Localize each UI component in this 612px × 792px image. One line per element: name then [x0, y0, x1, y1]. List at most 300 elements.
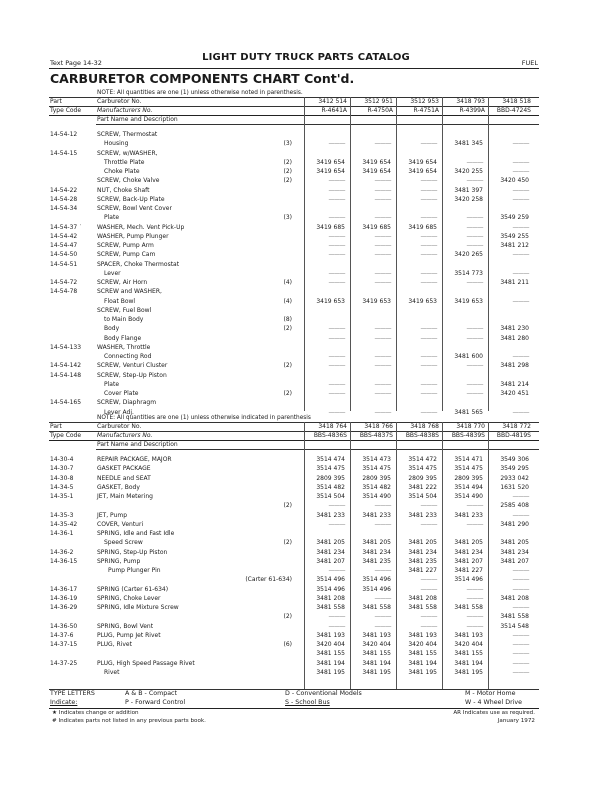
- part-number-cell: 3481 235: [362, 557, 391, 565]
- part-number-cell: 3514 482: [316, 483, 345, 491]
- part-number-cell: 1631 520: [500, 483, 529, 491]
- part-number: 14-36-1: [50, 530, 74, 537]
- part-number-cell: 3420 265: [454, 251, 483, 259]
- table-row: [50, 576, 539, 585]
- part-number-cell: 3481 227: [454, 567, 483, 574]
- part-number-cell: 3481 234: [454, 548, 483, 556]
- part-number: 14-37-15: [50, 641, 78, 648]
- part-number-cell: ———: [328, 140, 345, 148]
- part-name-label: Part Name and Description: [97, 441, 178, 448]
- part-number-cell: 3514 474: [316, 456, 345, 463]
- part-number-cell: 3514 496: [362, 576, 391, 584]
- part-number-cell: 3549 295: [500, 465, 529, 473]
- part-number-cell: ———: [512, 631, 529, 639]
- part-number-cell: ———: [328, 269, 345, 277]
- part-number: 14-37-6: [50, 631, 74, 639]
- table1-body: [50, 131, 539, 416]
- quantity: (Carter 61-634): [245, 576, 292, 584]
- part-number-cell: 3549 259: [500, 214, 529, 222]
- part-number-cell: 3514 504: [316, 493, 345, 500]
- part-description: Plate: [104, 380, 120, 388]
- table-row: [50, 595, 539, 604]
- table-row: [50, 604, 539, 613]
- divider: [49, 708, 539, 709]
- part-number: 14-54-133: [50, 343, 82, 351]
- part-number-cell: 3514 475: [454, 465, 483, 473]
- part-number-cell: ———: [420, 353, 437, 360]
- part-number-cell: 3514 482: [362, 483, 391, 491]
- part-number-cell: ———: [420, 585, 437, 593]
- part-number: 14-30-7: [50, 465, 74, 473]
- table-row: [50, 288, 539, 297]
- part-number-cell: ———: [420, 232, 437, 240]
- part-number-cell: ———: [328, 502, 345, 510]
- part-number-cell: 3419 653: [454, 297, 483, 305]
- legend-forward-control: P - Forward Control: [125, 699, 186, 706]
- column-divider: [442, 97, 443, 411]
- part-number-cell: 3514 473: [362, 456, 391, 463]
- part-number-cell: ———: [512, 353, 529, 360]
- part-description: WASHER, Pump Plunger: [97, 232, 169, 240]
- column-divider: [442, 422, 443, 689]
- part-description: COVER, Venturi: [97, 520, 144, 528]
- part-number-cell: 3514 548: [500, 622, 529, 630]
- part-number-cell: 3481 233: [316, 511, 345, 519]
- part-number-cell: 3514 496: [454, 576, 483, 584]
- publication-date: January 1972: [497, 718, 535, 724]
- part-number-cell: ———: [374, 334, 391, 342]
- table-row: [50, 353, 539, 362]
- part-number-cell: ———: [328, 195, 345, 203]
- quantity: (8): [283, 316, 292, 323]
- part-description: SCREW, Back-Up Plate: [97, 195, 165, 203]
- part-number-cell: 3419 653: [408, 297, 437, 305]
- part-number-cell: ———: [466, 380, 483, 388]
- part-number-cell: ———: [328, 242, 345, 249]
- table-row: [50, 539, 539, 548]
- table-row: [50, 650, 539, 659]
- carb-no: 3418 766: [364, 423, 393, 430]
- part-description: PLUG, Pump Jet Rivet: [97, 631, 161, 639]
- part-number-cell: ———: [420, 334, 437, 342]
- part-number-cell: 3419 685: [316, 223, 345, 231]
- part-number-cell: 2933 042: [500, 474, 529, 482]
- table-row: [50, 214, 539, 223]
- part-description: SPRING, Choke Lever: [97, 594, 161, 602]
- footnote-hash: # Indicates parts not listed in any previous parts book.: [52, 718, 206, 724]
- part-number-cell: 3481 207: [454, 557, 483, 565]
- table-row: [50, 307, 539, 316]
- part-number-cell: 3481 205: [500, 539, 529, 547]
- part-number-cell: ———: [512, 251, 529, 259]
- part-number: 14-54-42: [50, 232, 78, 240]
- part-description: Throttle Plate: [104, 158, 145, 166]
- table-row: [50, 613, 539, 622]
- part-number: 14-54-37 ˙: [50, 223, 83, 231]
- part-description: SPRING, Step-Up Piston: [97, 548, 168, 556]
- part-description: WASHER, Mech. Vent Pick-Up: [97, 223, 185, 231]
- part-number-cell: 3481 234: [316, 548, 345, 556]
- part-number: 14-30-8: [50, 474, 74, 482]
- part-description: PLUG, Rivet: [97, 641, 132, 648]
- quantity: (3): [283, 140, 292, 148]
- part-number: 14-54-72: [50, 279, 78, 286]
- part-name-label: Part Name and Description: [97, 116, 178, 123]
- quantity: (2): [283, 390, 292, 397]
- table-row: [50, 521, 539, 530]
- part-number-cell: 3420 404: [408, 641, 437, 648]
- part-number-cell: 3514 494: [454, 483, 483, 491]
- part-number-cell: ———: [420, 251, 437, 259]
- part-number-cell: 3481 235: [408, 557, 437, 565]
- part-number-cell: 3514 475: [362, 465, 391, 473]
- text-page-number: Text Page 14-32: [50, 59, 102, 67]
- part-number-cell: 3481 214: [500, 380, 529, 388]
- part-number-cell: ———: [512, 668, 529, 676]
- part-number-cell: ———: [328, 279, 345, 286]
- table-row: [50, 549, 539, 558]
- carb-no: 3418 770: [456, 423, 485, 430]
- table-row: [50, 456, 539, 465]
- table-row: [50, 205, 539, 214]
- part-number-cell: ———: [466, 585, 483, 593]
- part-description: GASKET, Body: [97, 483, 140, 491]
- table1-carb-row: [50, 98, 539, 106]
- part-number: 14-36-15: [50, 557, 78, 565]
- part-number-cell: 3419 654: [316, 168, 345, 175]
- table-row: [50, 270, 539, 279]
- part-number-cell: 3481 205: [362, 539, 391, 547]
- footnote-ar: AR Indicates use as required.: [453, 710, 535, 716]
- part-number-cell: 3481 208: [408, 594, 437, 602]
- part-number-cell: ———: [466, 223, 483, 231]
- table-row: [50, 298, 539, 307]
- part-description: Lever Adj.: [104, 408, 134, 416]
- part-number-cell: ———: [420, 502, 437, 510]
- quantity: (4): [283, 279, 292, 286]
- part-number-cell: ———: [374, 567, 391, 574]
- part-number-cell: 3514 496: [362, 585, 391, 593]
- legend-conventional: D - Conventional Models: [285, 690, 362, 697]
- part-number: 14-54-78: [50, 288, 78, 296]
- part-number-cell: ———: [512, 585, 529, 593]
- part-number-cell: 3481 211: [500, 279, 529, 286]
- part-number-cell: 3419 654: [316, 158, 345, 166]
- table-row: [50, 530, 539, 539]
- part-number-cell: 3420 404: [362, 641, 391, 648]
- table2-carb-row: [50, 423, 539, 431]
- part-number: 14-54-148: [50, 371, 82, 379]
- part-number-cell: ———: [328, 186, 345, 194]
- part-number-cell: ———: [420, 622, 437, 630]
- part-number-cell: 3481 222: [408, 483, 437, 491]
- part-number-cell: ———: [512, 567, 529, 574]
- part-number-cell: ———: [512, 659, 529, 667]
- part-number: 14-54-34: [50, 205, 78, 212]
- part-description: SCREW, Thermostat: [97, 131, 158, 138]
- part-number-cell: ———: [512, 186, 529, 194]
- part-number-cell: ———: [420, 140, 437, 148]
- part-number-cell: ———: [420, 279, 437, 286]
- mfr-no: R-4641A: [321, 107, 347, 114]
- part-description: SCREW, Pump Cam: [97, 251, 156, 259]
- part-number-cell: 3419 654: [408, 158, 437, 166]
- table1-partname-row: [50, 116, 539, 124]
- part-number-cell: 3481 558: [316, 604, 345, 611]
- quantity: (2): [283, 177, 292, 185]
- part-number-cell: ———: [374, 390, 391, 397]
- part-number-cell: ———: [512, 641, 529, 648]
- part-description: SPRING (Carter 61-634): [97, 585, 169, 593]
- part-number-cell: ———: [374, 408, 391, 416]
- mfr-no: BBD-4724S: [496, 107, 531, 114]
- mfr-label: Manufacturers No.: [97, 432, 153, 439]
- part-number-cell: ———: [466, 390, 483, 397]
- part-number-cell: 3481 397: [454, 186, 483, 194]
- part-number-cell: ———: [466, 214, 483, 222]
- quantity: (2): [283, 168, 292, 175]
- part-number-cell: ———: [420, 325, 437, 333]
- part-number-cell: ———: [512, 511, 529, 519]
- part-number-cell: 3419 685: [362, 223, 391, 231]
- part-number-cell: 3481 558: [362, 604, 391, 611]
- part-description: SPRING, Bowl Vent: [97, 622, 154, 630]
- part-description: Pump Plunger Pin: [108, 567, 161, 574]
- part-number-cell: ———: [328, 390, 345, 397]
- part-number-cell: 3481 155: [362, 650, 391, 658]
- part-number-cell: 3419 685: [408, 223, 437, 231]
- table1-mfr-row: [50, 107, 539, 115]
- part-number-cell: 3420 255: [454, 168, 483, 175]
- part-number-cell: ———: [374, 594, 391, 602]
- mfr-no: BBS-4837S: [359, 432, 393, 439]
- part-number-cell: 3481 208: [500, 594, 529, 602]
- part-description: Plate: [104, 214, 120, 222]
- quantity: (2): [283, 613, 292, 621]
- part-number-cell: ———: [374, 380, 391, 388]
- part-description: SCREW, Pump Arm: [97, 242, 154, 249]
- table-row: [50, 131, 539, 140]
- quantity: (4): [283, 297, 292, 305]
- table-row: [50, 475, 539, 484]
- column-divider: [488, 97, 489, 411]
- column-divider: [350, 97, 351, 411]
- part-number-cell: ———: [328, 353, 345, 360]
- table-row: [50, 372, 539, 381]
- part-number-cell: 3481 345: [454, 140, 483, 148]
- part-description: SCREW, Choke Valve: [97, 177, 160, 185]
- part-number-cell: ———: [420, 195, 437, 203]
- part-number-cell: 3481 195: [362, 668, 391, 676]
- part-number-cell: ———: [512, 604, 529, 611]
- part-number-cell: ———: [328, 251, 345, 259]
- column-divider: [350, 422, 351, 689]
- part-number-cell: ———: [420, 362, 437, 370]
- table-row: [50, 159, 539, 168]
- part-number-cell: ———: [374, 140, 391, 148]
- part-number-cell: ———: [374, 279, 391, 286]
- part-number-cell: 3514 490: [362, 493, 391, 500]
- column-divider: [304, 97, 305, 411]
- part-label: Part: [50, 423, 62, 430]
- legend-school-bus: S - School Bus: [285, 699, 330, 706]
- carb-no: 3418 518: [502, 98, 531, 105]
- part-number-cell: ———: [466, 613, 483, 621]
- mfr-no: R-4399A: [459, 107, 485, 114]
- part-number-cell: ———: [374, 214, 391, 222]
- part-number-cell: ———: [466, 177, 483, 185]
- part-number-cell: 3481 194: [362, 659, 391, 667]
- carb-label: Carburetor No.: [97, 98, 142, 105]
- part-number-cell: ———: [420, 380, 437, 388]
- divider: [96, 449, 539, 450]
- mfr-no: R-4751A: [413, 107, 439, 114]
- part-number-cell: ———: [374, 622, 391, 630]
- part-number-cell: 3481 558: [454, 604, 483, 611]
- part-number-cell: ———: [328, 380, 345, 388]
- part-number-cell: 3481 212: [500, 242, 529, 249]
- part-number-cell: 3514 504: [408, 493, 437, 500]
- part-number-cell: 3481 230: [500, 325, 529, 333]
- part-description: GASKET PACKAGE: [97, 465, 151, 473]
- part-number-cell: ———: [466, 622, 483, 630]
- part-number-cell: ———: [328, 622, 345, 630]
- part-number-cell: 3481 233: [454, 511, 483, 519]
- part-number-cell: 3481 565: [454, 408, 483, 416]
- part-number-cell: 3420 451: [500, 390, 529, 397]
- part-number-cell: 3481 194: [454, 659, 483, 667]
- table-row: [50, 224, 539, 233]
- part-description: Cover Plate: [104, 390, 139, 397]
- part-number-cell: 3419 653: [362, 297, 391, 305]
- table-row: [50, 261, 539, 270]
- table-row: [50, 168, 539, 177]
- part-description: REPAIR PACKAGE, MAJOR: [97, 456, 172, 463]
- catalog-title: LIGHT DUTY TRUCK PARTS CATALOG: [202, 52, 410, 63]
- part-number: 14-54-22: [50, 186, 78, 194]
- part-number-cell: 3514 496: [316, 585, 345, 593]
- table-row: [50, 399, 539, 408]
- part-number-cell: 3514 471: [454, 456, 483, 463]
- part-number-cell: 2809 395: [362, 474, 391, 482]
- part-number: 14-54-12: [50, 131, 78, 138]
- part-number-cell: 3481 207: [500, 557, 529, 565]
- table-row: [50, 233, 539, 242]
- carb-no: 3418 793: [456, 98, 485, 105]
- part-number-cell: ———: [374, 353, 391, 360]
- part-number-cell: ———: [374, 251, 391, 259]
- part-number-cell: 3481 234: [500, 548, 529, 556]
- part-number: 14-36-2: [50, 548, 74, 556]
- table-row: [50, 493, 539, 502]
- part-number-cell: 3481 193: [316, 631, 345, 639]
- part-number-cell: ———: [466, 232, 483, 240]
- part-number-cell: 3481 194: [408, 659, 437, 667]
- quantity: (3): [283, 214, 292, 222]
- part-number-cell: 3420 404: [454, 641, 483, 648]
- part-number-cell: 3481 193: [454, 631, 483, 639]
- part-number-cell: 3419 654: [362, 168, 391, 175]
- part-number-cell: ———: [328, 613, 345, 621]
- table-row: [50, 187, 539, 196]
- table-row: [50, 632, 539, 641]
- part-number-cell: 3481 233: [408, 511, 437, 519]
- part-description: Body Flange: [104, 334, 142, 342]
- part-description: SCREW, Venturi Cluster: [97, 362, 168, 370]
- part-description: PLUG, High Speed Passage Rivet: [97, 659, 195, 667]
- part-number-cell: ———: [328, 177, 345, 185]
- part-number-cell: ———: [512, 650, 529, 658]
- part-number: 14-36-29: [50, 604, 78, 611]
- part-number-cell: ———: [328, 408, 345, 416]
- part-number-cell: 3481 194: [316, 659, 345, 667]
- part-number-cell: 3481 205: [316, 539, 345, 547]
- part-number-cell: ———: [466, 242, 483, 249]
- part-number-cell: 3514 475: [408, 465, 437, 473]
- chart-title: CARBURETOR COMPONENTS CHART Cont'd.: [50, 71, 355, 86]
- table-row: [50, 279, 539, 288]
- part-number-cell: ———: [420, 186, 437, 194]
- part-number: 14-54-142: [50, 362, 82, 370]
- part-description: SPACER, Choke Thermostat: [97, 260, 180, 268]
- part-number-cell: ———: [328, 232, 345, 240]
- part-number: 14-35-42: [50, 520, 78, 528]
- type-code-label: Type Code: [50, 432, 82, 439]
- part-number-cell: ———: [512, 223, 529, 231]
- part-number-cell: ———: [374, 269, 391, 277]
- column-divider: [304, 422, 305, 689]
- part-number-cell: ———: [420, 390, 437, 397]
- part-number-cell: ———: [328, 214, 345, 222]
- quantity: (2): [283, 325, 292, 333]
- part-number-cell: ———: [374, 502, 391, 510]
- part-number-cell: 3481 600: [454, 353, 483, 360]
- type-code-label: Type Code: [50, 107, 82, 114]
- table-row: [50, 381, 539, 390]
- part-number-cell: 3419 654: [408, 168, 437, 175]
- part-number-cell: ———: [512, 408, 529, 416]
- part-number-cell: ———: [466, 334, 483, 342]
- part-description: Body: [104, 325, 120, 333]
- table-row: [50, 660, 539, 669]
- part-description: JET, Main Metering: [97, 493, 153, 500]
- part-number: 14-54-165: [50, 399, 82, 407]
- part-description: SCREW, Step-Up Piston: [97, 371, 167, 379]
- part-number-cell: 3420 450: [500, 177, 529, 185]
- column-divider: [396, 422, 397, 689]
- part-number-cell: ———: [512, 195, 529, 203]
- part-number-cell: 3481 233: [362, 511, 391, 519]
- part-number-cell: ———: [328, 520, 345, 528]
- part-number-cell: ———: [420, 177, 437, 185]
- table-row: [50, 586, 539, 595]
- legend-compact: A & B - Compact: [125, 690, 177, 697]
- table-row: [50, 344, 539, 353]
- table-row: [50, 484, 539, 493]
- part-description: SCREW and WASHER,: [97, 288, 162, 296]
- part-number-cell: ———: [466, 520, 483, 528]
- table-row: [50, 623, 539, 632]
- part-number: 14-36-19: [50, 594, 78, 602]
- table2-body: [50, 456, 539, 686]
- part-number-cell: 2585 408: [500, 502, 529, 510]
- part-number-cell: ———: [328, 334, 345, 342]
- part-number-cell: 3514 496: [316, 576, 345, 584]
- part-number-cell: ———: [420, 613, 437, 621]
- table-row: [50, 465, 539, 474]
- part-number-cell: ———: [466, 362, 483, 370]
- part-number-cell: 3481 195: [408, 668, 437, 676]
